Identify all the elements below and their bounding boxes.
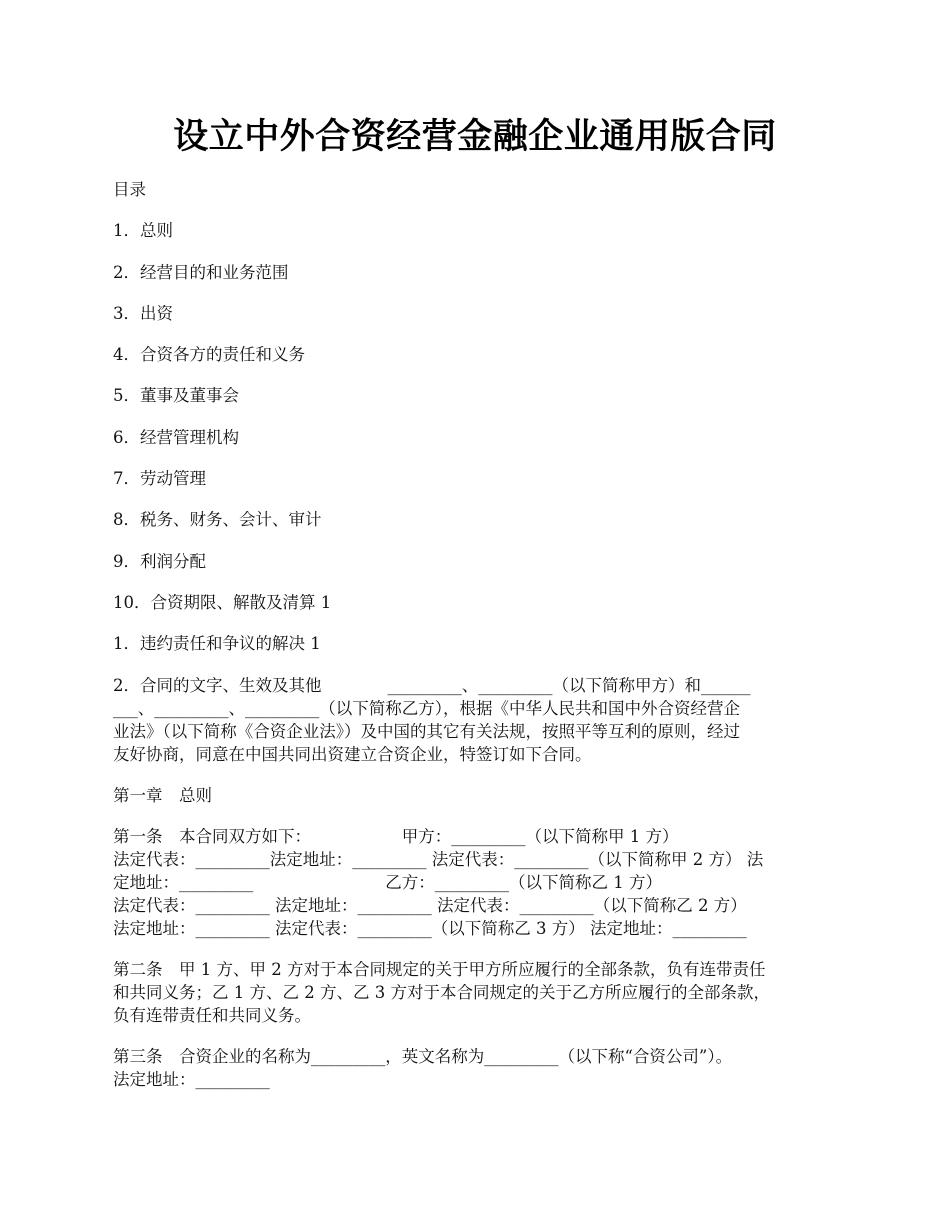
preamble-line: 业法》（以下简称《合资企业法》）及中国的其它有关法规，按照平等互利的原则，经过 xyxy=(113,721,740,741)
article-line: 和共同义务；乙 1 方、乙 2 方、乙 3 方对于本合同规定的关于乙方所应履行的全部条款， xyxy=(113,982,770,1002)
toc-item: 4．合资各方的责任和义务 xyxy=(113,345,305,365)
article-3 xyxy=(113,1045,841,1091)
article-line: 第三条 合资企业的名称为_________，英文名称为_________（以下称“合资公司”）。 xyxy=(113,1046,733,1066)
article-line: 定地址：_________ 乙方：_________（以下简称乙 1 方） xyxy=(113,872,662,892)
article-line: 法定地址：_________ 法定代表：_________（以下简称乙 3 方） 法定地址：_________ xyxy=(113,918,747,938)
article-line: 第二条 甲 1 方、甲 2 方对于本合同规定的关于甲方所应履行的全部条款，负有连带责任 xyxy=(113,959,766,979)
article-2 xyxy=(113,958,841,1027)
toc-item: 5．董事及董事会 xyxy=(113,386,239,406)
toc-item: 9．利润分配 xyxy=(113,551,206,571)
article-1 xyxy=(113,825,841,940)
chapter-heading: 第一章 总则 xyxy=(113,785,212,805)
toc-heading: 目录 xyxy=(113,180,146,199)
preamble-paragraph xyxy=(113,674,841,766)
toc-item: 3．出资 xyxy=(113,303,173,323)
table-of-contents xyxy=(113,219,841,655)
toc-item: 1．违约责任和争议的解决 1 xyxy=(113,634,321,654)
article-line: 法定地址：_________ xyxy=(113,1069,270,1089)
toc-item: 7．劳动管理 xyxy=(113,469,206,489)
toc-item: 8．税务、财务、会计、审计 xyxy=(113,510,322,530)
article-line: 负有连带责任和共同义务。 xyxy=(113,1005,311,1025)
preamble-line: 友好协商，同意在中国共同出资建立合资企业，特签订如下合同。 xyxy=(113,744,592,764)
preamble-line: 2．合同的文字、生效及其他 _________、_________（以下简称甲方）和______ xyxy=(113,675,751,695)
toc-item: 10．合资期限、解散及清算 1 xyxy=(113,592,332,612)
toc-item: 2．经营目的和业务范围 xyxy=(113,262,289,282)
toc-item: 1．总则 xyxy=(113,221,173,241)
article-line: 第一条 本合同双方如下： 甲方：_________（以下简称甲 1 方） xyxy=(113,826,679,846)
preamble-line: ___、_________、_________（以下简称乙方），根据《中华人民共和国中外合资经营企 xyxy=(113,698,740,718)
article-line: 法定代表：_________ 法定地址：_________ 法定代表：_________（以下简称乙 2 方） xyxy=(113,895,747,915)
article-line: 法定代表：_________法定地址：_________ 法定代表：_________（以下简称甲 2 方） 法 xyxy=(113,849,764,869)
document-title: 设立中外合资经营金融企业通用版合同 xyxy=(173,116,777,157)
toc-item: 6．经营管理机构 xyxy=(113,427,239,447)
document-body xyxy=(113,178,841,1109)
